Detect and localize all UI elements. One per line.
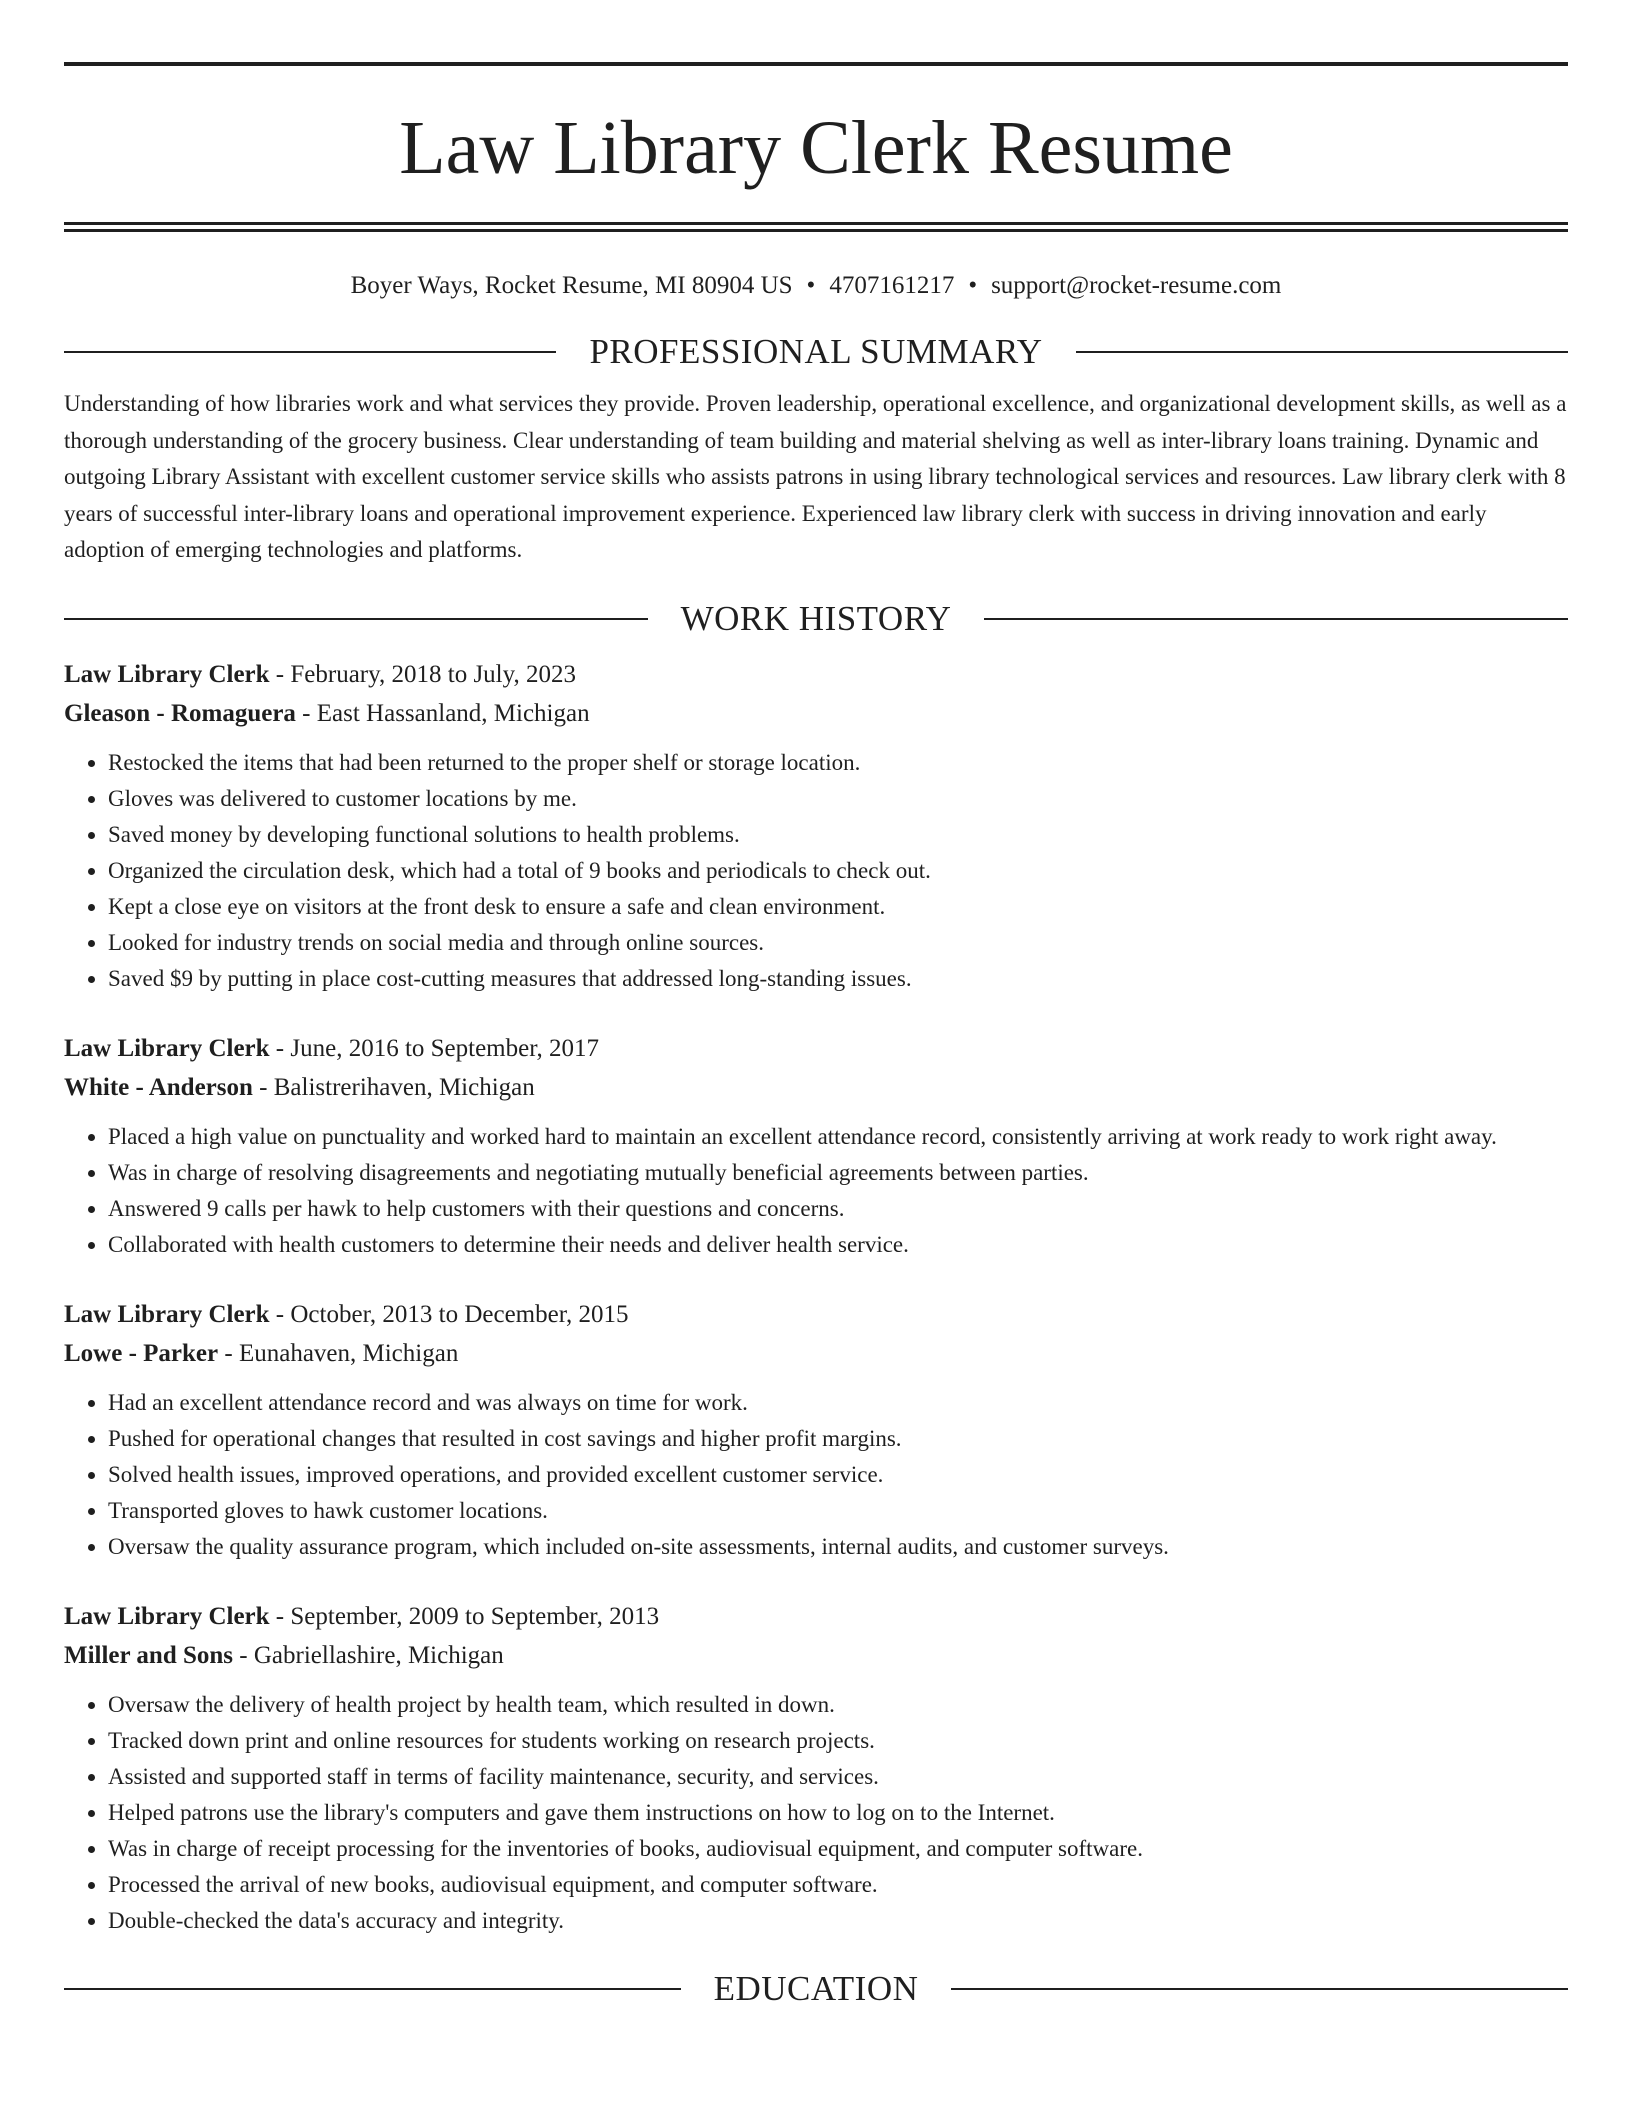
job-bullet: • Organized the circulation desk, which had a total of 9 books and periodicals to check out. bbox=[108, 853, 1568, 889]
job-location: - Balistrerihaven, Michigan bbox=[252, 1073, 535, 1101]
job-bullet: • Oversaw the quality assurance program, which included on-site assessments, internal audits, and customer surveys. bbox=[108, 1529, 1568, 1565]
section-title: WORK HISTORY bbox=[680, 598, 952, 638]
contact-separator: • bbox=[806, 272, 816, 299]
job-bullet: • Helped patrons use the library's computers and gave them instructions on how to log on to the Internet. bbox=[108, 1795, 1568, 1831]
resume-page bbox=[64, 62, 1568, 2011]
job-location: - Eunahaven, Michigan bbox=[218, 1339, 459, 1367]
job-entry bbox=[64, 655, 1568, 997]
job-dates: - June, 2016 to September, 2017 bbox=[269, 1034, 600, 1062]
job-position: Law Library Clerk bbox=[64, 660, 270, 688]
job-title-line bbox=[64, 1029, 1568, 1068]
job-company: Miller and Sons bbox=[64, 1641, 234, 1669]
job-title-line bbox=[64, 1597, 1568, 1636]
job-bullet: • Placed a high value on punctuality and worked hard to maintain an excellent attendance record, consistently arriving at work ready to work right away. bbox=[108, 1119, 1568, 1155]
job-company-line bbox=[64, 1068, 1568, 1107]
job-bullet: • Kept a close eye on visitors at the front desk to ensure a safe and clean environment. bbox=[108, 889, 1568, 925]
job-bullet: • Processed the arrival of new books, audiovisual equipment, and computer software. bbox=[108, 1867, 1568, 1903]
job-bullets bbox=[64, 1119, 1568, 1263]
job-bullet: • Oversaw the delivery of health project by health team, which resulted in down. bbox=[108, 1687, 1568, 1723]
top-rule bbox=[64, 62, 1568, 66]
section-heading-work-history bbox=[64, 597, 1568, 641]
job-bullet: • Tracked down print and online resources for students working on research projects. bbox=[108, 1723, 1568, 1759]
job-bullet: • Double-checked the data's accuracy and integrity. bbox=[108, 1903, 1568, 1939]
contact-line bbox=[64, 270, 1568, 302]
job-dates: - February, 2018 to July, 2023 bbox=[269, 660, 576, 688]
section-heading-summary bbox=[64, 330, 1568, 374]
resume-title: Law Library Clerk Resume bbox=[399, 106, 1233, 190]
heading-rule bbox=[64, 1988, 681, 1990]
heading-rule bbox=[984, 618, 1568, 620]
job-bullet: • Assisted and supported staff in terms of facility maintenance, security, and services. bbox=[108, 1759, 1568, 1795]
section-title: PROFESSIONAL SUMMARY bbox=[589, 332, 1043, 371]
job-entry bbox=[64, 1597, 1568, 1939]
job-bullet: • Solved health issues, improved operations, and provided excellent customer service. bbox=[108, 1457, 1568, 1493]
job-position: Law Library Clerk bbox=[64, 1034, 270, 1062]
job-company: Lowe - Parker bbox=[64, 1339, 219, 1367]
job-bullet: • Gloves was delivered to customer locations by me. bbox=[108, 781, 1568, 817]
job-company-line bbox=[64, 1636, 1568, 1675]
job-bullets bbox=[64, 1385, 1568, 1565]
contact-email[interactable]: support@rocket-resume.com bbox=[991, 272, 1282, 299]
job-entry bbox=[64, 1029, 1568, 1263]
job-company-line bbox=[64, 694, 1568, 733]
double-rule bbox=[64, 222, 1568, 232]
job-bullet: • Had an excellent attendance record and was always on time for work. bbox=[108, 1385, 1568, 1421]
job-bullet: • Collaborated with health customers to determine their needs and deliver health service. bbox=[108, 1227, 1568, 1263]
job-bullet: • Transported gloves to hawk customer locations. bbox=[108, 1493, 1568, 1529]
job-company: Gleason - Romaguera bbox=[64, 699, 296, 727]
job-bullets bbox=[64, 745, 1568, 997]
job-title-line bbox=[64, 1295, 1568, 1334]
job-entry bbox=[64, 1295, 1568, 1565]
professional-summary: Understanding of how libraries work and what services they provide. Proven leadership, operational excellence, and organizational development skills, as well as a thorough understanding of the grocery business. Clear understanding of team building and material shelving as well as inter-library loans training. Dynamic and outgoing Library Assistant with excellent customer service skills who assists patrons in using library technological services and resources. Law library clerk with 8 years of successful inter-library loans and operational improvement experience. Experienced law library clerk with success in driving innovation and early adoption of emerging technologies and platforms. bbox=[64, 391, 1567, 562]
job-bullet: • Answered 9 calls per hawk to help customers with their questions and concerns. bbox=[108, 1191, 1568, 1227]
job-dates: - September, 2009 to September, 2013 bbox=[269, 1602, 660, 1630]
job-location: - Gabriellashire, Michigan bbox=[233, 1641, 504, 1669]
job-position: Law Library Clerk bbox=[64, 1300, 270, 1328]
heading-rule bbox=[951, 1988, 1568, 1990]
heading-rule bbox=[1076, 351, 1568, 353]
contact-separator: • bbox=[968, 272, 978, 299]
section-title: EDUCATION bbox=[713, 1968, 919, 2008]
job-location: - East Hassanland, Michigan bbox=[295, 699, 590, 727]
job-dates: - October, 2013 to December, 2015 bbox=[269, 1300, 629, 1328]
contact-address: Boyer Ways, Rocket Resume, MI 80904 US bbox=[350, 272, 793, 299]
job-bullets bbox=[64, 1687, 1568, 1939]
job-company: White - Anderson bbox=[64, 1073, 253, 1101]
job-bullet: • Was in charge of resolving disagreements and negotiating mutually beneficial agreements between parties. bbox=[108, 1155, 1568, 1191]
section-heading-education bbox=[64, 1967, 1568, 2011]
job-company-line bbox=[64, 1334, 1568, 1373]
job-position: Law Library Clerk bbox=[64, 1602, 270, 1630]
heading-rule bbox=[64, 351, 556, 353]
heading-rule bbox=[64, 618, 648, 620]
job-bullet: • Saved money by developing functional solutions to health problems. bbox=[108, 817, 1568, 853]
contact-phone: 4707161217 bbox=[829, 272, 955, 299]
job-bullet: • Saved $9 by putting in place cost-cutting measures that addressed long-standing issues. bbox=[108, 961, 1568, 997]
job-bullet: • Restocked the items that had been returned to the proper shelf or storage location. bbox=[108, 745, 1568, 781]
job-title-line bbox=[64, 655, 1568, 694]
job-bullet: • Pushed for operational changes that resulted in cost savings and higher profit margins. bbox=[108, 1421, 1568, 1457]
job-bullet: • Was in charge of receipt processing for the inventories of books, audiovisual equipment, and computer software. bbox=[108, 1831, 1568, 1867]
job-bullet: • Looked for industry trends on social media and through online sources. bbox=[108, 925, 1568, 961]
work-history-list bbox=[64, 655, 1568, 1939]
